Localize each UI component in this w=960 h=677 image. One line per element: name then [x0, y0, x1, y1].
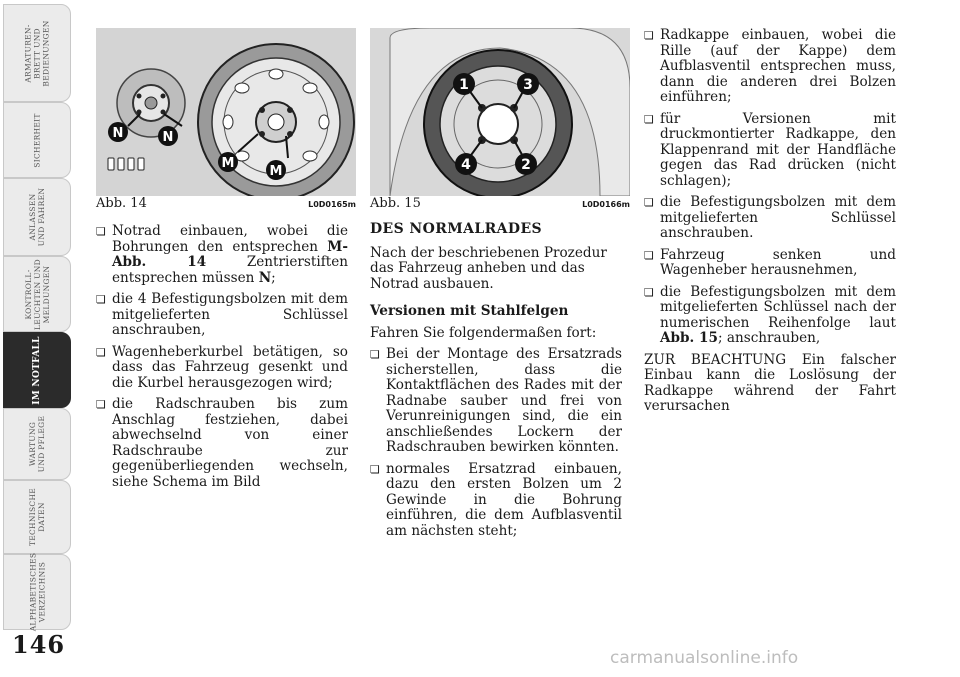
label-bolt-3: 3 — [523, 77, 533, 93]
note-paragraph: ZUR BEACHTUNG Ein falscher Einbau kann die Loslösung der Radkappe während der Fahrt verursachen — [644, 351, 896, 414]
figure-15-code: L0D0166m — [582, 200, 630, 209]
list-item: ❏ für Versionen mit druckmontierter Radkappe, den Klappenrand mit der Handfläche gegen das Rad drücken (nicht schlagen); — [644, 112, 896, 190]
tab-kontrollleuchten[interactable]: KONTROLL- LEUCHTEN UND MELDUNGEN — [3, 256, 71, 332]
chapter-sidebar — [0, 0, 75, 677]
list-item: ❏ Notrad einbauen, wobei die Bohrungen den entsprechen M- Abb. 14 Zentrierstiften entsprechen müssen N; — [96, 224, 348, 286]
tab-armaturenbrett[interactable]: ARMATUREN- BRETT UND BEDIENUNGEN — [3, 4, 71, 102]
tab-im-notfall[interactable]: IM NOTFALL — [3, 332, 71, 408]
list-item: ❏ die Befestigungsbolzen mit dem mitgelieferten Schlüssel anschrauben. — [644, 195, 896, 242]
lead-text: Fahren Sie folgendermaßen fort: — [370, 324, 597, 341]
label-bolt-2: 2 — [521, 157, 531, 173]
list-item: ❏ normales Ersatzrad einbauen, dazu den ersten Bolzen um 2 Gewinde in die Bohrung einführen, die dem Aufblasventil am nächsten steht; — [370, 462, 622, 540]
intro-paragraph: Nach der beschriebenen Prozedur das Fahrzeug anheben und das Notrad ausbauen. — [370, 244, 607, 292]
tab-technische-daten[interactable]: TECHNISCHE DATEN — [3, 480, 71, 554]
figure-15-caption — [370, 196, 630, 214]
tab-verzeichnis[interactable]: ALPHABETISCHES VERZEICHNIS — [3, 554, 71, 630]
list-item: ❏ die 4 Befestigungsbolzen mit dem mitgelieferten Schlüssel anschrauben, — [96, 292, 348, 339]
figure-14 — [96, 28, 356, 214]
list-item: ❏ Fahrzeug senken und Wagenheber herausnehmen, — [644, 248, 896, 279]
section-heading: DES NORMALRADES — [370, 221, 543, 237]
figure-14-code: L0D0165m — [308, 200, 356, 209]
page-number: 146 — [12, 630, 66, 659]
label-bolt-1: 1 — [459, 77, 469, 93]
list-item: ❏ die Befestigungsbolzen mit dem mitgelieferten Schlüssel nach der numerischen Reihenfolge laut Abb. 15; anschrauben, — [644, 285, 896, 347]
tab-anlassen[interactable]: ANLASSEN UND FAHREN — [3, 178, 71, 256]
list-item: ❏ Bei der Montage des Ersatzrads sicherstellen, dass die Kontaktflächen des Rades mit der Radnabe sauber und frei von Verunreinigungen sind, die ein anschließendes Lockern der Radschrauben bewirken könnten. — [370, 347, 622, 456]
label-m-left: M — [221, 156, 235, 171]
list-item: ❏ die Radschrauben bis zum Anschlag festziehen, dabei abwechselnd von einer Radschraube zur gegenüberliegenden wechseln, siehe Schema im Bild — [96, 397, 348, 490]
figure-14-label: Abb. 14 — [96, 196, 147, 211]
label-n-right: N — [162, 130, 174, 145]
spare-wheel-hub-illustration — [96, 28, 356, 196]
text-column-2 — [370, 220, 622, 545]
figure-15 — [370, 28, 630, 214]
watermark: carmanualsonline.info — [610, 648, 799, 668]
wheel-bolt-order-illustration — [370, 28, 630, 196]
tab-wartung[interactable]: WARTUNG UND PFLEGE — [3, 408, 71, 480]
list-item: ❏ Radkappe einbauen, wobei die Rille (auf der Kappe) dem Aufblasventil entsprechen muss, dann die anderen drei Bolzen einführen; — [644, 28, 896, 106]
figure-15-label: Abb. 15 — [370, 196, 421, 211]
subheading: Versionen mit Stahlfelgen — [370, 303, 569, 319]
tab-sicherheit[interactable]: SICHERHEIT — [3, 102, 71, 178]
label-bolt-4: 4 — [461, 157, 471, 173]
figure-14-caption — [96, 196, 356, 214]
label-m-right: M — [269, 164, 283, 179]
label-n-left: N — [112, 126, 124, 141]
text-column-1 — [96, 224, 348, 496]
figure-14-image — [96, 28, 356, 196]
list-item: ❏ Wagenheberkurbel betätigen, so dass das Fahrzeug gesenkt und die Kurbel herausgezogen wird; — [96, 345, 348, 392]
figure-15-image — [370, 28, 630, 196]
text-column-3 — [644, 28, 896, 427]
